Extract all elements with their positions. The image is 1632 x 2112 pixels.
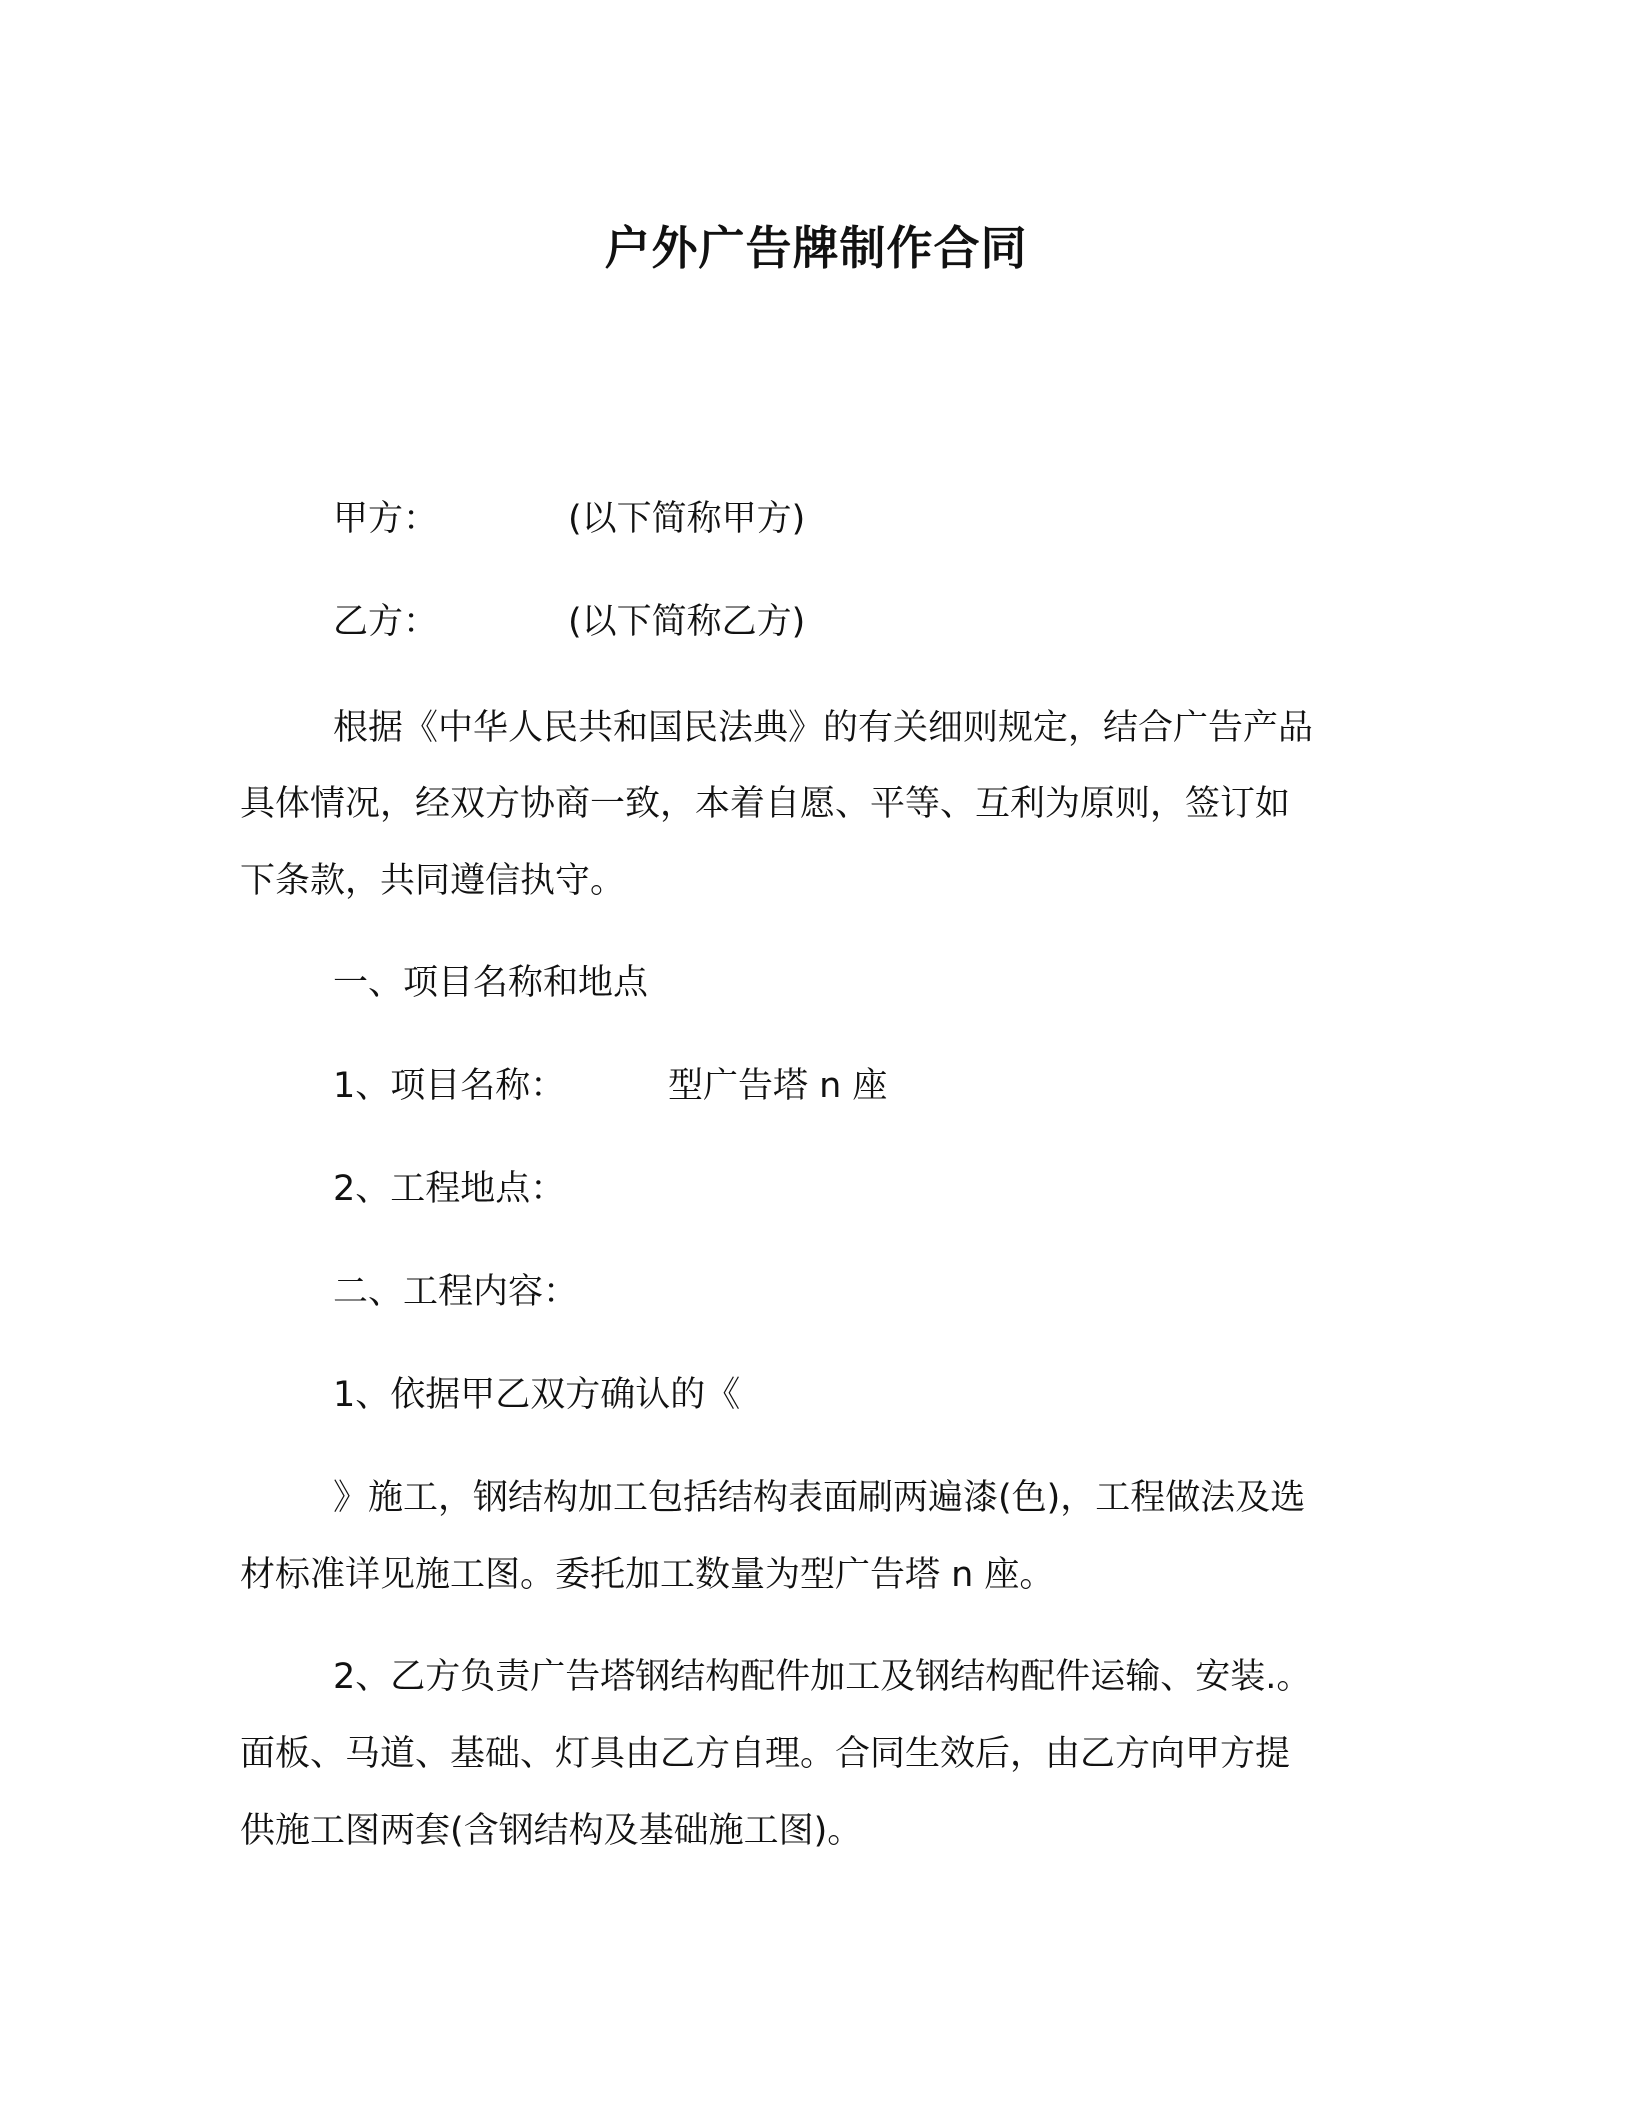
section2-item2-line-2: 面板、马道、基础、灯具由乙方自理。合同生效后，由乙方向甲方提 — [240, 1734, 1291, 1774]
intro-line-3: 下条款，共同遵信执守。 — [240, 861, 626, 901]
project-name-value: 型广告塔 n 座 — [668, 1066, 888, 1106]
project-name-label: 1、项目名称： — [333, 1066, 566, 1106]
party-a-line — [333, 496, 805, 542]
section2-heading: 二、工程内容： — [333, 1272, 579, 1312]
party-a-label: 甲方： — [333, 499, 439, 539]
party-b-note: (以下简称乙方) — [568, 602, 806, 642]
party-a-note: (以下简称甲方) — [568, 499, 806, 539]
contract-title: 户外广告牌制作合同 — [604, 221, 1028, 275]
section1-heading: 一、项目名称和地点 — [333, 963, 649, 1003]
section2-item2-line-1: 2、乙方负责广告塔钢结构配件加工及钢结构配件运输、安装.。 — [333, 1657, 1312, 1697]
project-name-line — [333, 1063, 887, 1109]
section2-item2-line-3: 供施工图两套(含钢结构及基础施工图)。 — [240, 1811, 863, 1851]
party-b-label: 乙方： — [333, 602, 439, 642]
section2-item1-line-2: 材标准详见施工图。委托加工数量为型广告塔 n 座。 — [240, 1555, 1055, 1595]
intro-line-1: 根据《中华人民共和国民法典》的有关细则规定，结合广告产品 — [333, 708, 1314, 748]
party-b-line — [333, 599, 805, 645]
project-site-label: 2、工程地点： — [333, 1169, 566, 1209]
section2-item1-first: 1、依据甲乙双方确认的《 — [333, 1375, 741, 1415]
intro-line-2: 具体情况，经双方协商一致，本着自愿、平等、互利为原则，签订如 — [240, 784, 1291, 824]
section2-item1-line-1: 》施工，钢结构加工包括结构表面刷两遍漆(色)，工程做法及选 — [333, 1478, 1306, 1518]
